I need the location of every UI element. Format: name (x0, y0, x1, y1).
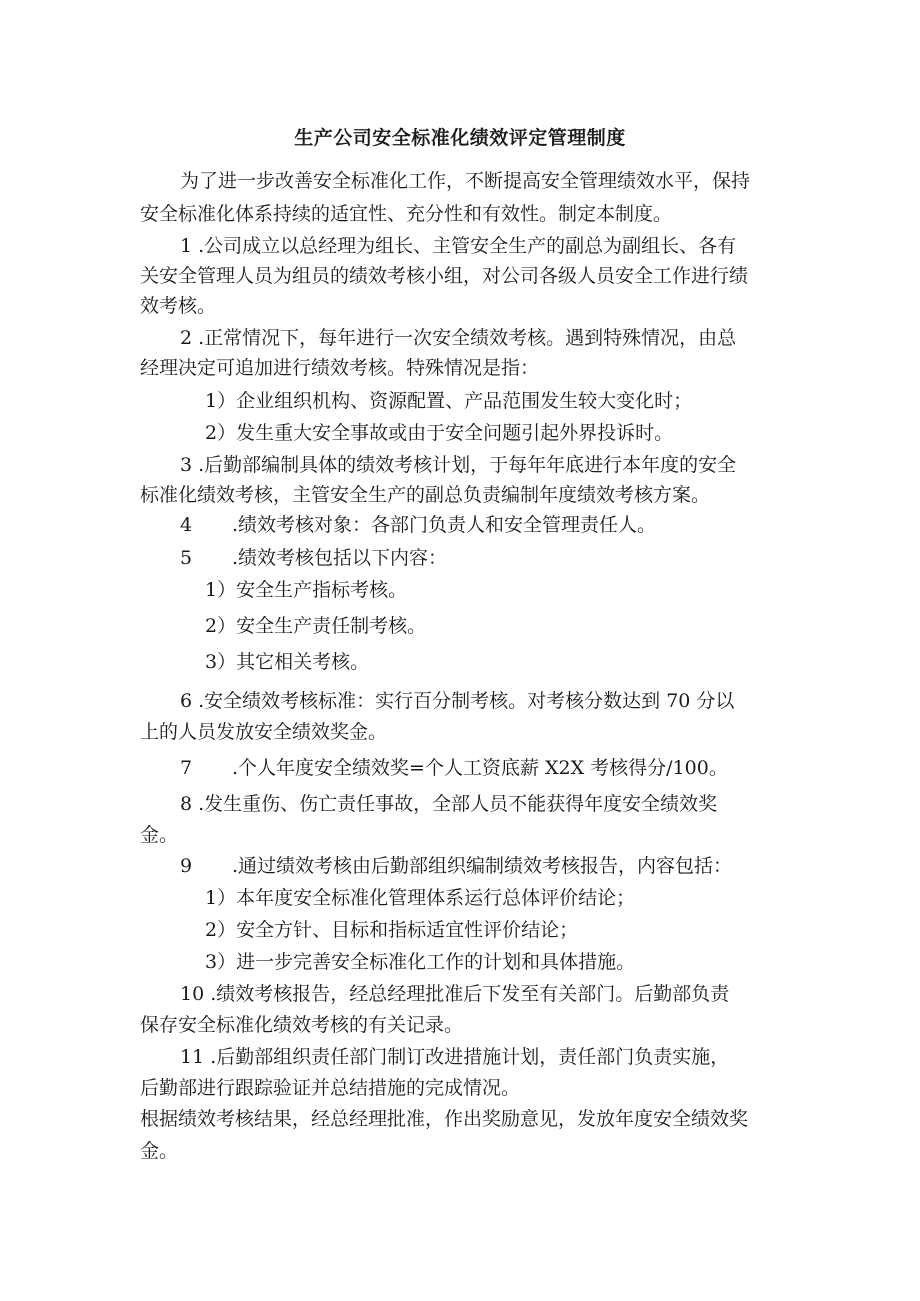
section-2-item: 1）企业组织机构、资源配置、产品范围发生较大变化时； (205, 390, 693, 412)
section-9-line (180, 854, 732, 878)
section-number: 5 (180, 547, 193, 569)
section-8-line: 8 .发生重伤、伤亡责任事故，全部人员不能获得年度安全绩效奖 (180, 793, 718, 815)
section-5-item: 3）其它相关考核。 (205, 651, 370, 673)
section-9-item: 3）进一步完善安全标准化工作的计划和具体措施。 (205, 951, 636, 973)
section-number: 9 (180, 855, 193, 877)
section-10-line: 10 .绩效考核报告，经总经理批准后下发至有关部门。后勤部负责 (180, 983, 730, 1005)
closing-line: 根据绩效考核结果，经总经理批准，作出奖励意见，发放年度安全绩效奖 (140, 1108, 749, 1130)
section-text: .个人年度安全绩效奖=个人工资底薪 X2X 考核得分/100。 (232, 757, 728, 779)
closing-line: 金。 (140, 1140, 179, 1162)
intro-line: 为了进一步改善安全标准化工作，不断提高安全管理绩效水平，保持 (180, 170, 751, 192)
section-3-line: 3 .后勤部编制具体的绩效考核计划，于每年年底进行本年度的安全 (180, 454, 737, 476)
intro-line: 安全标准化体系持续的适宜性、充分性和有效性。制定本制度。 (140, 203, 673, 225)
section-8-line: 金。 (140, 824, 179, 846)
section-7-line (180, 756, 728, 780)
section-5-item: 1）安全生产指标考核。 (205, 579, 408, 601)
section-9-item: 1）本年度安全标准化管理体系运行总体评价结论； (205, 887, 636, 909)
section-5-line (180, 546, 447, 570)
section-text: .绩效考核对象：各部门负责人和安全管理责任人。 (232, 514, 657, 536)
section-5-item: 2）安全生产责任制考核。 (205, 615, 427, 637)
section-11-line: 11 .后勤部组织责任部门制订改进措施计划，责任部门负责实施， (180, 1046, 730, 1068)
section-1-line: 1 .公司成立以总经理为组长、主管安全生产的副总为副组长、各有 (180, 235, 737, 257)
section-1-line: 效考核。 (140, 295, 217, 317)
section-2-item: 2）发生重大安全事故或由于安全问题引起外界投诉时。 (205, 422, 674, 444)
section-9-item: 2）安全方针、目标和指标适宜性评价结论； (205, 919, 579, 941)
section-text: .通过绩效考核由后勤部组织编制绩效考核报告，内容包括： (232, 855, 733, 877)
section-10-line: 保存安全标准化绩效考核的有关记录。 (140, 1014, 464, 1036)
section-11-line: 后勤部进行跟踪验证并总结措施的完成情况。 (140, 1077, 521, 1099)
section-number: 4 (180, 514, 193, 536)
section-text: .绩效考核包括以下内容： (232, 547, 448, 569)
section-2-line: 2 .正常情况下，每年进行一次安全绩效考核。遇到特殊情况，由总 (180, 327, 737, 349)
document-title: 生产公司安全标准化绩效评定管理制度 (294, 127, 626, 149)
section-number: 7 (180, 757, 193, 779)
section-4-line (180, 513, 656, 537)
section-3-line: 标准化绩效考核，主管安全生产的副总负责编制年度绩效考核方案。 (140, 484, 711, 506)
section-6-line: 6 .安全绩效考核标准：实行百分制考核。对考核分数达到 70 分以 (180, 690, 735, 712)
section-1-line: 关安全管理人员为组员的绩效考核小组，对公司各级人员安全工作进行绩 (140, 265, 749, 287)
section-2-line: 经理决定可追加进行绩效考核。特殊情况是指： (140, 357, 540, 379)
section-6-line: 上的人员发放安全绩效奖金。 (140, 721, 388, 743)
